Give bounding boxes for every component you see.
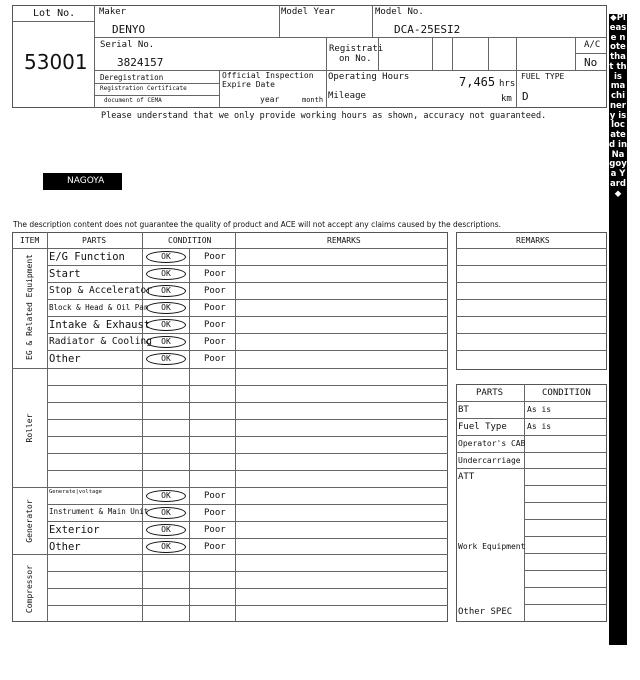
ok-oval: OK xyxy=(146,336,186,348)
ok-oval: OK xyxy=(146,353,186,365)
lot-label: Lot No. xyxy=(33,8,76,19)
row-line xyxy=(524,536,607,537)
ok-oval: OK xyxy=(146,319,186,331)
row-line xyxy=(47,402,448,403)
model-no-value: DCA-25ESI2 xyxy=(394,23,461,36)
poor-label: Poor xyxy=(204,303,226,313)
ac-label: A/C xyxy=(584,40,601,50)
month-label: month xyxy=(302,96,324,104)
header-item: ITEM xyxy=(20,236,40,245)
right-condition-label: CONDITION xyxy=(542,388,591,398)
model-year-label: Model Year xyxy=(281,7,336,17)
right-parts-label: PARTS xyxy=(476,388,504,398)
row-line xyxy=(47,588,448,589)
fuel-type-value: D xyxy=(522,90,529,103)
poor-label: Poor xyxy=(204,320,226,330)
disclaimer-text: The description content does not guarantee the quality of product and ACE will not accept any claims caused by the descriptions. xyxy=(13,220,502,229)
row-line xyxy=(47,521,448,522)
gen-row-0: Generate|voltage xyxy=(49,489,102,495)
poor-label: Poor xyxy=(204,354,226,364)
row-line xyxy=(524,604,607,605)
header-condition: CONDITION xyxy=(168,236,212,245)
row-line xyxy=(456,299,607,300)
right-part-2: Operator's CAB xyxy=(458,439,526,448)
row-line xyxy=(524,519,607,520)
section-roller: Roller xyxy=(25,413,34,443)
ok-oval: OK xyxy=(146,541,186,553)
right-part-1: Fuel Type xyxy=(458,422,507,432)
row-line xyxy=(456,452,607,453)
eg-row-0: E/G Function xyxy=(49,251,125,263)
right-part-4: ATT xyxy=(458,472,475,482)
poor-label: Poor xyxy=(204,525,226,535)
inspection-label-1: Official Inspection xyxy=(222,71,314,80)
eg-row-1: Start xyxy=(49,268,81,280)
row-line xyxy=(456,316,607,317)
row-line xyxy=(456,435,607,436)
section-eg: EG & Related Equipment xyxy=(25,254,34,360)
gen-row-1: Instrument & Main Unit xyxy=(49,507,149,516)
row-line xyxy=(456,418,607,419)
maker-value: DENYO xyxy=(112,23,146,36)
gen-row-2: Exterior xyxy=(49,524,100,536)
right-cond-1: As is xyxy=(527,422,552,431)
ok-oval: OK xyxy=(146,490,186,502)
serial-value: 3824157 xyxy=(117,56,164,69)
maker-label: Maker xyxy=(99,7,127,17)
right-work-equipment: Work Equipment xyxy=(458,542,526,551)
eg-row-3: Block & Head & Oil Pan xyxy=(49,303,149,312)
ok-oval: OK xyxy=(146,251,186,263)
ok-oval: OK xyxy=(146,285,186,297)
eg-row-4: Intake & Exhaust xyxy=(49,319,151,331)
side-banner xyxy=(609,14,627,645)
eg-row-5: Radiator & Cooling xyxy=(49,336,152,347)
row-line xyxy=(456,468,607,469)
row-line xyxy=(524,553,607,554)
mileage-label: Mileage xyxy=(328,91,366,101)
poor-label: Poor xyxy=(204,508,226,518)
gen-row-3: Other xyxy=(49,541,81,553)
ac-value: No xyxy=(584,56,598,69)
lot-value: 53001 xyxy=(24,50,88,74)
section-generator: Generator xyxy=(25,499,34,543)
ok-oval: OK xyxy=(146,268,186,280)
row-line xyxy=(47,470,448,471)
model-no-label: Model No. xyxy=(375,7,424,17)
row-line xyxy=(47,265,448,266)
ok-oval: OK xyxy=(146,524,186,536)
km-unit: km xyxy=(501,94,512,104)
row-line xyxy=(47,605,448,606)
row-line xyxy=(47,571,448,572)
right-other-spec: Other SPEC xyxy=(458,607,513,617)
poor-label: Poor xyxy=(204,269,226,279)
location-badge-label: NAGOYA xyxy=(67,176,105,186)
cema-label: document of CEMA xyxy=(104,97,162,104)
row-line xyxy=(47,333,448,334)
header-frame xyxy=(12,5,607,108)
dereg-label: Deregistration xyxy=(100,73,164,82)
operating-hours-label: Operating Hours xyxy=(328,72,410,82)
notice-text: Please understand that we only provide working hours as shown, accuracy not guaranteed. xyxy=(101,111,547,121)
row-line xyxy=(456,265,607,266)
right-part-3: Undercarriage xyxy=(458,456,521,465)
row-line xyxy=(524,570,607,571)
side-banner-text: ◆Please note that this machinery is located in Nagoya Yard◆ xyxy=(609,13,628,199)
header-remarks-right: REMARKS xyxy=(516,236,550,245)
row-line xyxy=(47,504,448,505)
year-label: year xyxy=(260,95,280,104)
poor-label: Poor xyxy=(204,252,226,262)
ok-oval: OK xyxy=(146,302,186,314)
poor-label: Poor xyxy=(204,286,226,296)
hrs-unit: hrs xyxy=(499,79,516,89)
row-line xyxy=(47,419,448,420)
row-line xyxy=(456,333,607,334)
row-line xyxy=(47,350,448,351)
poor-label: Poor xyxy=(204,337,226,347)
poor-label: Poor xyxy=(204,491,226,501)
row-line xyxy=(47,436,448,437)
registration-label-2: on No. xyxy=(339,54,372,64)
hours-value: 7,465 xyxy=(459,75,496,89)
row-line xyxy=(524,485,607,486)
row-line xyxy=(47,316,448,317)
row-line xyxy=(524,587,607,588)
row-line xyxy=(47,299,448,300)
registration-label-1: Registrati xyxy=(329,44,384,54)
section-compressor: Compressor xyxy=(25,564,34,614)
poor-label: Poor xyxy=(204,542,226,552)
row-line xyxy=(47,385,448,386)
ok-oval: OK xyxy=(146,507,186,519)
serial-label: Serial No. xyxy=(100,40,155,50)
eg-row-6: Other xyxy=(49,353,81,365)
row-line xyxy=(524,502,607,503)
row-line xyxy=(456,350,607,351)
row-line xyxy=(47,453,448,454)
reg-cert-label: Registration Certificate xyxy=(100,85,187,92)
header-remarks: REMARKS xyxy=(327,236,361,245)
row-line xyxy=(47,538,448,539)
right-part-0: BT xyxy=(458,405,469,415)
fuel-type-label: FUEL TYPE xyxy=(521,72,565,81)
header-parts: PARTS xyxy=(82,236,107,245)
row-line xyxy=(456,282,607,283)
row-line xyxy=(47,282,448,283)
inspection-label-2: Expire Date xyxy=(222,80,275,89)
eg-row-2: Stop & Accelerator xyxy=(49,285,152,296)
right-cond-0: As is xyxy=(527,405,552,414)
